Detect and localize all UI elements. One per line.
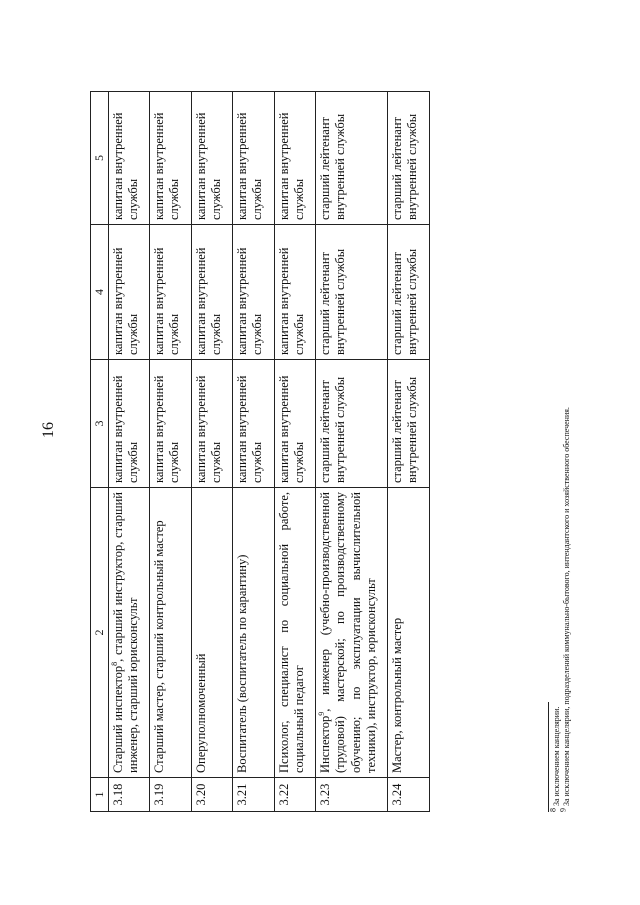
column-header: 2 (91, 488, 109, 778)
rank-col3: капитан внутренней службы (108, 360, 150, 488)
row-number: 3.24 (388, 778, 430, 812)
position-description: Инспектор$^9$, инженер (учебно-производственной (трудовой) мастерской; по производственному обучению; по эксплуатации вычислительной техники), инструктор, юрисконсульт (316, 488, 388, 778)
table-row (191, 92, 233, 812)
position-description: Психолог, специалист по социальной работе, социальный педагог (274, 488, 316, 778)
table-row (233, 92, 275, 812)
position-description: Старший мастер, старший контрольный мастер (150, 488, 192, 778)
rank-col3: капитан внутренней службы (191, 360, 233, 488)
rank-col3: капитан внутренней службы (233, 360, 275, 488)
footnote-rule (548, 702, 549, 812)
position-description: Мастер, контрольный мастер (388, 488, 430, 778)
rotated-table-container (90, 92, 535, 812)
row-number: 3.18 (108, 778, 150, 812)
rank-col4: капитан внутренней службы (191, 225, 233, 360)
footnote: $^9$ За исключением канцелярии, подразделений коммунально-бытового, интендантского и хозяйственного обеспечения. (558, 407, 571, 812)
position-description: Оперуполномоченный (191, 488, 233, 778)
rank-col4: капитан внутренней службы (233, 225, 275, 360)
rank-col5: капитан внутренней службы (191, 92, 233, 225)
column-header: 1 (91, 778, 109, 812)
rank-col5: капитан внутренней службы (150, 92, 192, 225)
row-number: 3.19 (150, 778, 192, 812)
table-row (388, 92, 430, 812)
footnote-ref: 9 (316, 711, 326, 716)
footnotes (548, 92, 572, 812)
table-row (316, 92, 388, 812)
footnote-ref: 8 (109, 661, 119, 666)
rank-col4: капитан внутренней службы (150, 225, 192, 360)
position-description: Старший инспектор$^8$, старший инструктор, старший инженер, старший юрисконсульт (108, 488, 150, 778)
rank-col4: старший лейтенант внутренней службы (316, 225, 388, 360)
rank-col4: капитан внутренней службы (108, 225, 150, 360)
rank-col3: старший лейтенант внутренней службы (316, 360, 388, 488)
column-header: 5 (91, 92, 109, 225)
rank-col5: капитан внутренней службы (233, 92, 275, 225)
position-description: Воспитатель (воспитатель по карантину) (233, 488, 275, 778)
rank-col5: старший лейтенант внутренней службы (316, 92, 388, 225)
rank-col5: старший лейтенант внутренней службы (388, 92, 430, 225)
table-row (150, 92, 192, 812)
footnote: $^8$ За исключением канцелярии. (548, 706, 561, 812)
rank-col5: капитан внутренней службы (108, 92, 150, 225)
rank-col3: старший лейтенант внутренней службы (388, 360, 430, 488)
row-number: 3.22 (274, 778, 316, 812)
ranks-table (90, 91, 430, 812)
table-row (274, 92, 316, 812)
table-header-row (91, 92, 109, 812)
row-number: 3.23 (316, 778, 388, 812)
rank-col5: капитан внутренней службы (274, 92, 316, 225)
rank-col4: капитан внутренней службы (274, 225, 316, 360)
column-header: 3 (91, 360, 109, 488)
column-header: 4 (91, 225, 109, 360)
row-number: 3.21 (233, 778, 275, 812)
rank-col3: капитан внутренней службы (274, 360, 316, 488)
page-number: 16 (40, 422, 57, 438)
rank-col3: капитан внутренней службы (150, 360, 192, 488)
table-row (108, 92, 150, 812)
rank-col4: старший лейтенант внутренней службы (388, 225, 430, 360)
row-number: 3.20 (191, 778, 233, 812)
